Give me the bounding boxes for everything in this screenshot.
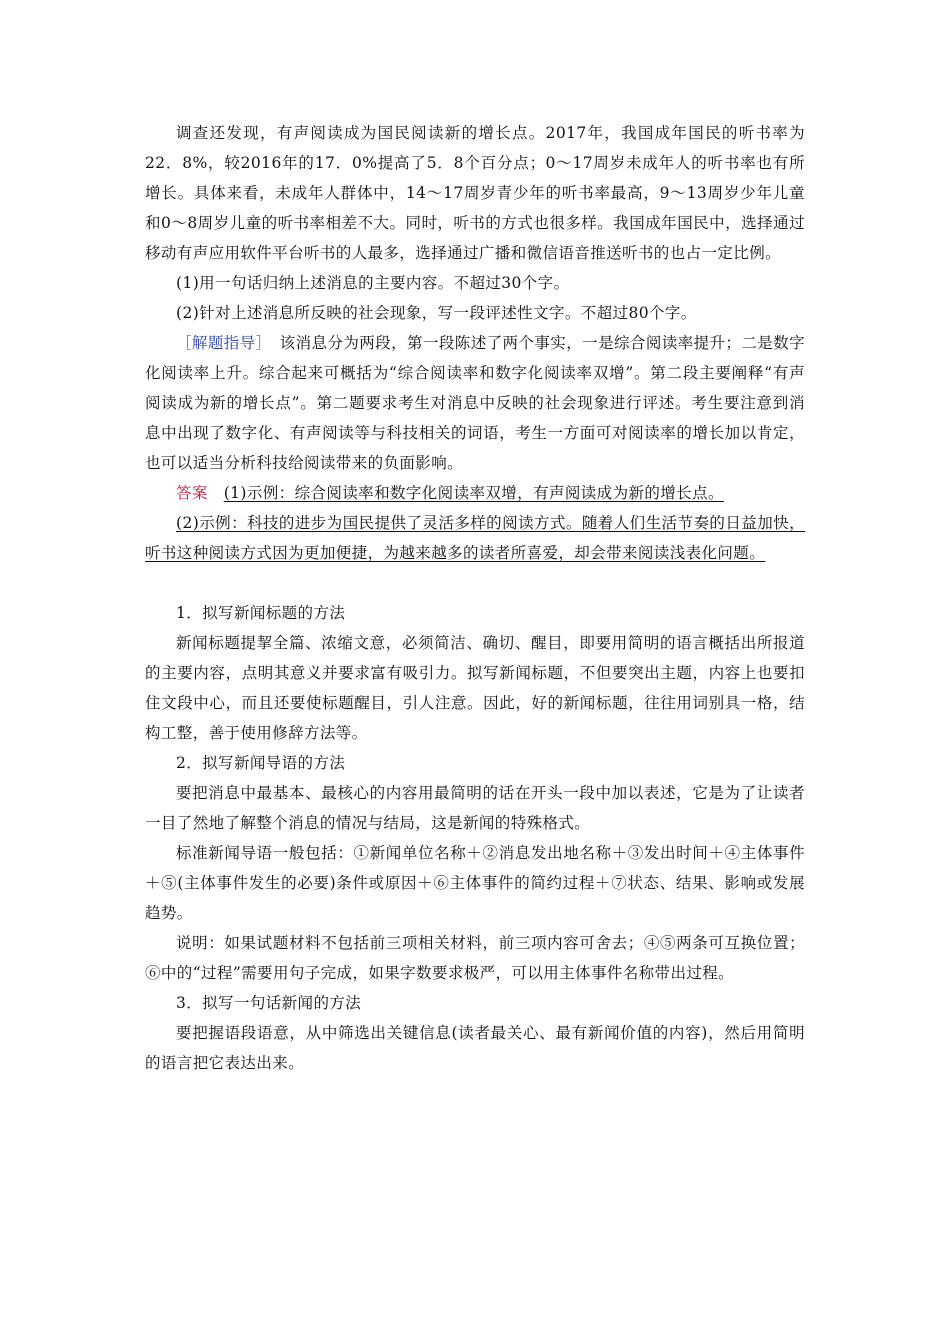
answer-1-text: (1)示例：综合阅读率和数字化阅读率双增，有声阅读成为新的增长点。 — [223, 484, 724, 502]
answer-1 — [145, 478, 805, 508]
answer-2-text: (2)示例：科技的进步为国民提供了灵活多样的阅读方式。随着人们生活节奏的日益加快，听书这种阅读方式因为更加便捷，为越来越多的读者所喜爱，却会带来阅读浅表化问题。 — [145, 514, 805, 562]
paragraph-note: 说明：如果试题材料不包括前三项相关材料，前三项内容可舍去；④⑤两条可互换位置；⑥中的“过程”需要用句子完成，如果字数要求极严，可以用主体事件名称带出过程。 — [145, 934, 805, 982]
answer-label: 答案 — [176, 484, 208, 502]
paragraph-headline-method: 新闻标题提挈全篇、浓缩文意，必须简洁、确切、醒目，即要用简明的语言概括出所报道的主要内容，点明其意义并要求富有吸引力。拟写新闻标题，不但要突出主题，内容上也要扣住文段中心，而且还要使标题醒目，引人注意。因此，好的新闻标题，往往用词别具一格，结构工整，善于使用修辞方法等。 — [145, 634, 805, 742]
question-1: (1)用一句话归纳上述消息的主要内容。不超过30个字。 — [176, 274, 570, 292]
solution-guide-text: 该消息分为两段，第一段陈述了两个事实，一是综合阅读率提升；二是数字化阅读率上升。综合起来可概括为“综合阅读率和数字化阅读率双增”。第二段主要阐释“有声阅读成为新的增长点”。第二题要求考生对消息中反映的社会现象进行评述。考生要注意到消息中出现了数字化、有声阅读等与科技相关的词语，考生一方面可对阅读率的增长加以肯定，也可以适当分析科技给阅读带来的负面影响。 — [145, 334, 805, 472]
paragraph-lead-method: 要把消息中最基本、最核心的内容用最简明的话在开头一段中加以表述，它是为了让读者一目了然地了解整个消息的情况与结局，这是新闻的特殊格式。 — [145, 784, 805, 832]
solution-guide-label: ［解题指导］ — [176, 334, 264, 352]
document-page — [145, 118, 805, 1078]
heading-2: 2．拟写新闻导语的方法 — [176, 754, 346, 772]
paragraph-lead-structure: 标准新闻导语一般包括：①新闻单位名称＋②消息发出地名称＋③发出时间＋④主体事件＋⑤(主体事件发生的必要)条件或原因＋⑥主体事件的简约过程＋⑦状态、结果、影响或发展趋势。 — [145, 844, 805, 922]
heading-1: 1．拟写新闻标题的方法 — [176, 604, 346, 622]
answer-2 — [145, 508, 805, 568]
paragraph-one-sentence-news: 要把握语段语意，从中筛选出关键信息(读者最关心、最有新闻价值的内容)，然后用简明的语言把它表达出来。 — [145, 1024, 805, 1072]
question-2: (2)针对上述消息所反映的社会现象，写一段评述性文字。不超过80个字。 — [176, 304, 697, 322]
heading-3: 3．拟写一句话新闻的方法 — [176, 994, 362, 1012]
section-gap — [145, 568, 805, 598]
solution-guide — [145, 328, 805, 478]
news-paragraph: 调查还发现，有声阅读成为国民阅读新的增长点。2017年，我国成年国民的听书率为22．8%，较2016年的17．0%提高了5．8个百分点；0～17周岁未成年人的听书率也有所增长。具体来看，未成年人群体中，14～17周岁青少年的听书率最高，9～13周岁少年儿童和0～8周岁儿童的听书率相差不大。同时，听书的方式也很多样。我国成年国民中，选择通过移动有声应用软件平台听书的人最多，选择通过广播和微信语音推送听书的也占一定比例。 — [145, 124, 805, 262]
